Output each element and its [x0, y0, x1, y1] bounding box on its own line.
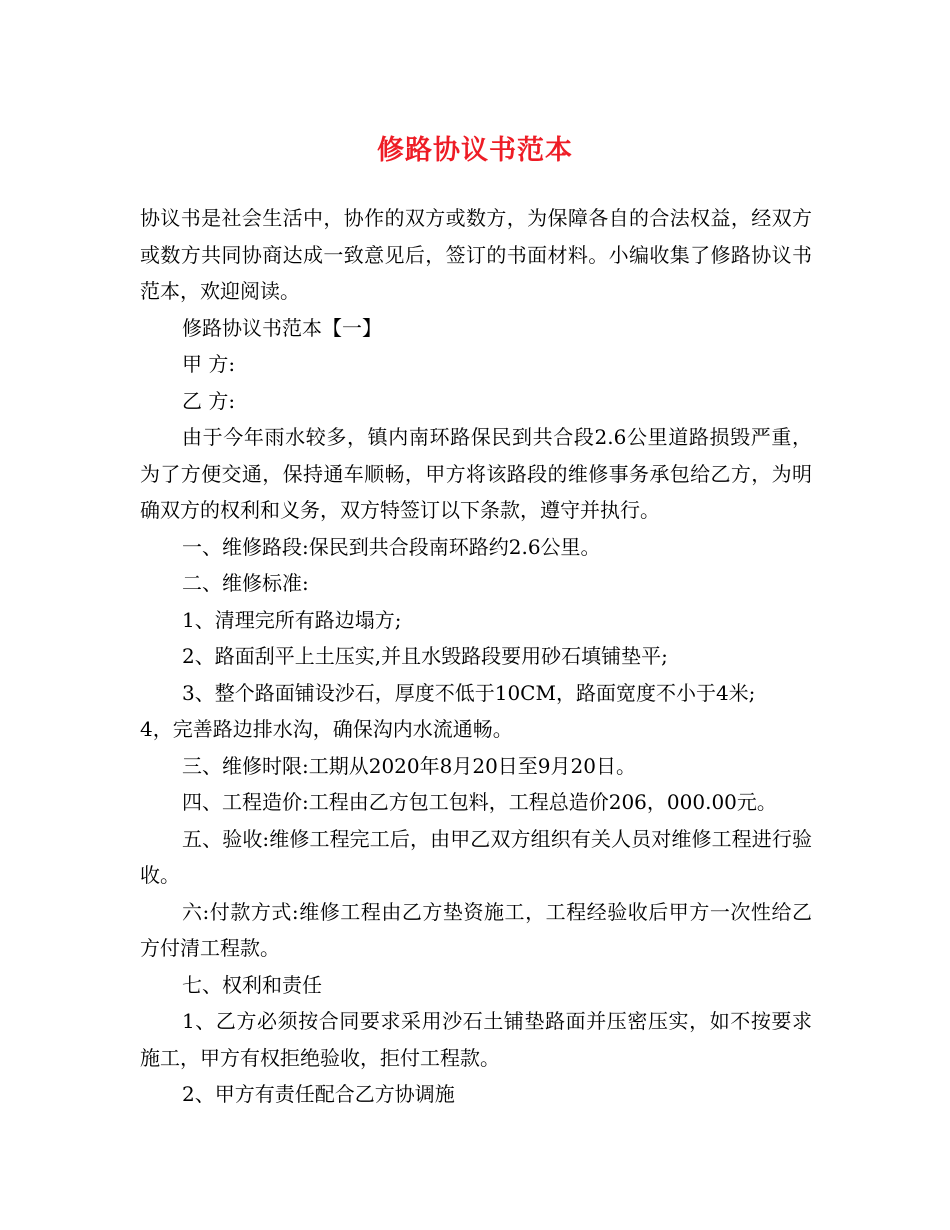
clause-6: 六:付款方式:维修工程由乙方垫资施工，工程经验收后甲方一次性给乙方付清工程款。	[140, 899, 812, 960]
clause-7: 七、权利和责任	[182, 972, 322, 997]
standard-item-1: 1、清理完所有路边塌方;	[182, 607, 402, 632]
party-b-line: 乙 方:	[182, 388, 236, 413]
party-a-line: 甲 方:	[182, 352, 236, 376]
clause-1: 一、维修路段:保民到共合段南环路约2.6公里。	[182, 534, 601, 559]
clause-2: 二、维修标准:	[182, 571, 309, 595]
standard-item-2: 2、路面刮平上土压实,并且水毁路段要用砂石填铺垫平;	[182, 644, 668, 668]
clause-3: 三、维修时限:工期从2020年8月20日至9月20日。	[182, 753, 636, 778]
standard-item-3: 3、整个路面铺设沙石，厚度不低于10CM，路面宽度不小于4米;	[182, 680, 756, 705]
clause-5: 五、验收:维修工程完工后，由甲乙双方组织有关人员对维修工程进行验收。	[140, 826, 812, 887]
responsibility-item-2: 2、甲方有责任配合乙方协调施	[182, 1082, 455, 1106]
section-heading: 修路协议书范本【一】	[182, 315, 382, 340]
intro-paragraph: 协议书是社会生活中，协作的双方或数方，为保障各自的合法权益，经双方或数方共同协商达成一致意见后，签订的书面材料。小编收集了修路协议书范本，欢迎阅读。	[140, 206, 812, 303]
clause-4: 四、工程造价:工程由乙方包工包料，工程总造价206，000.00元。	[182, 790, 777, 814]
document-title: 修路协议书范本	[377, 135, 573, 166]
document-body	[140, 200, 812, 1113]
standard-item-4: 4，完善路边排水沟，确保沟内水流通畅。	[140, 717, 513, 741]
responsibility-item-1: 1、乙方必须按合同要求采用沙石土铺垫路面并压密压实，如不按要求施工，甲方有权拒绝验收，拒付工程款。	[140, 1009, 812, 1070]
preamble-paragraph: 由于今年雨水较多，镇内南环路保民到共合段2.6公里道路损毁严重，为了方便交通，保持通车顺畅，甲方将该路段的维修事务承包给乙方，为明确双方的权利和义务，双方特签订以下条款，遵守并执行。	[140, 425, 812, 522]
